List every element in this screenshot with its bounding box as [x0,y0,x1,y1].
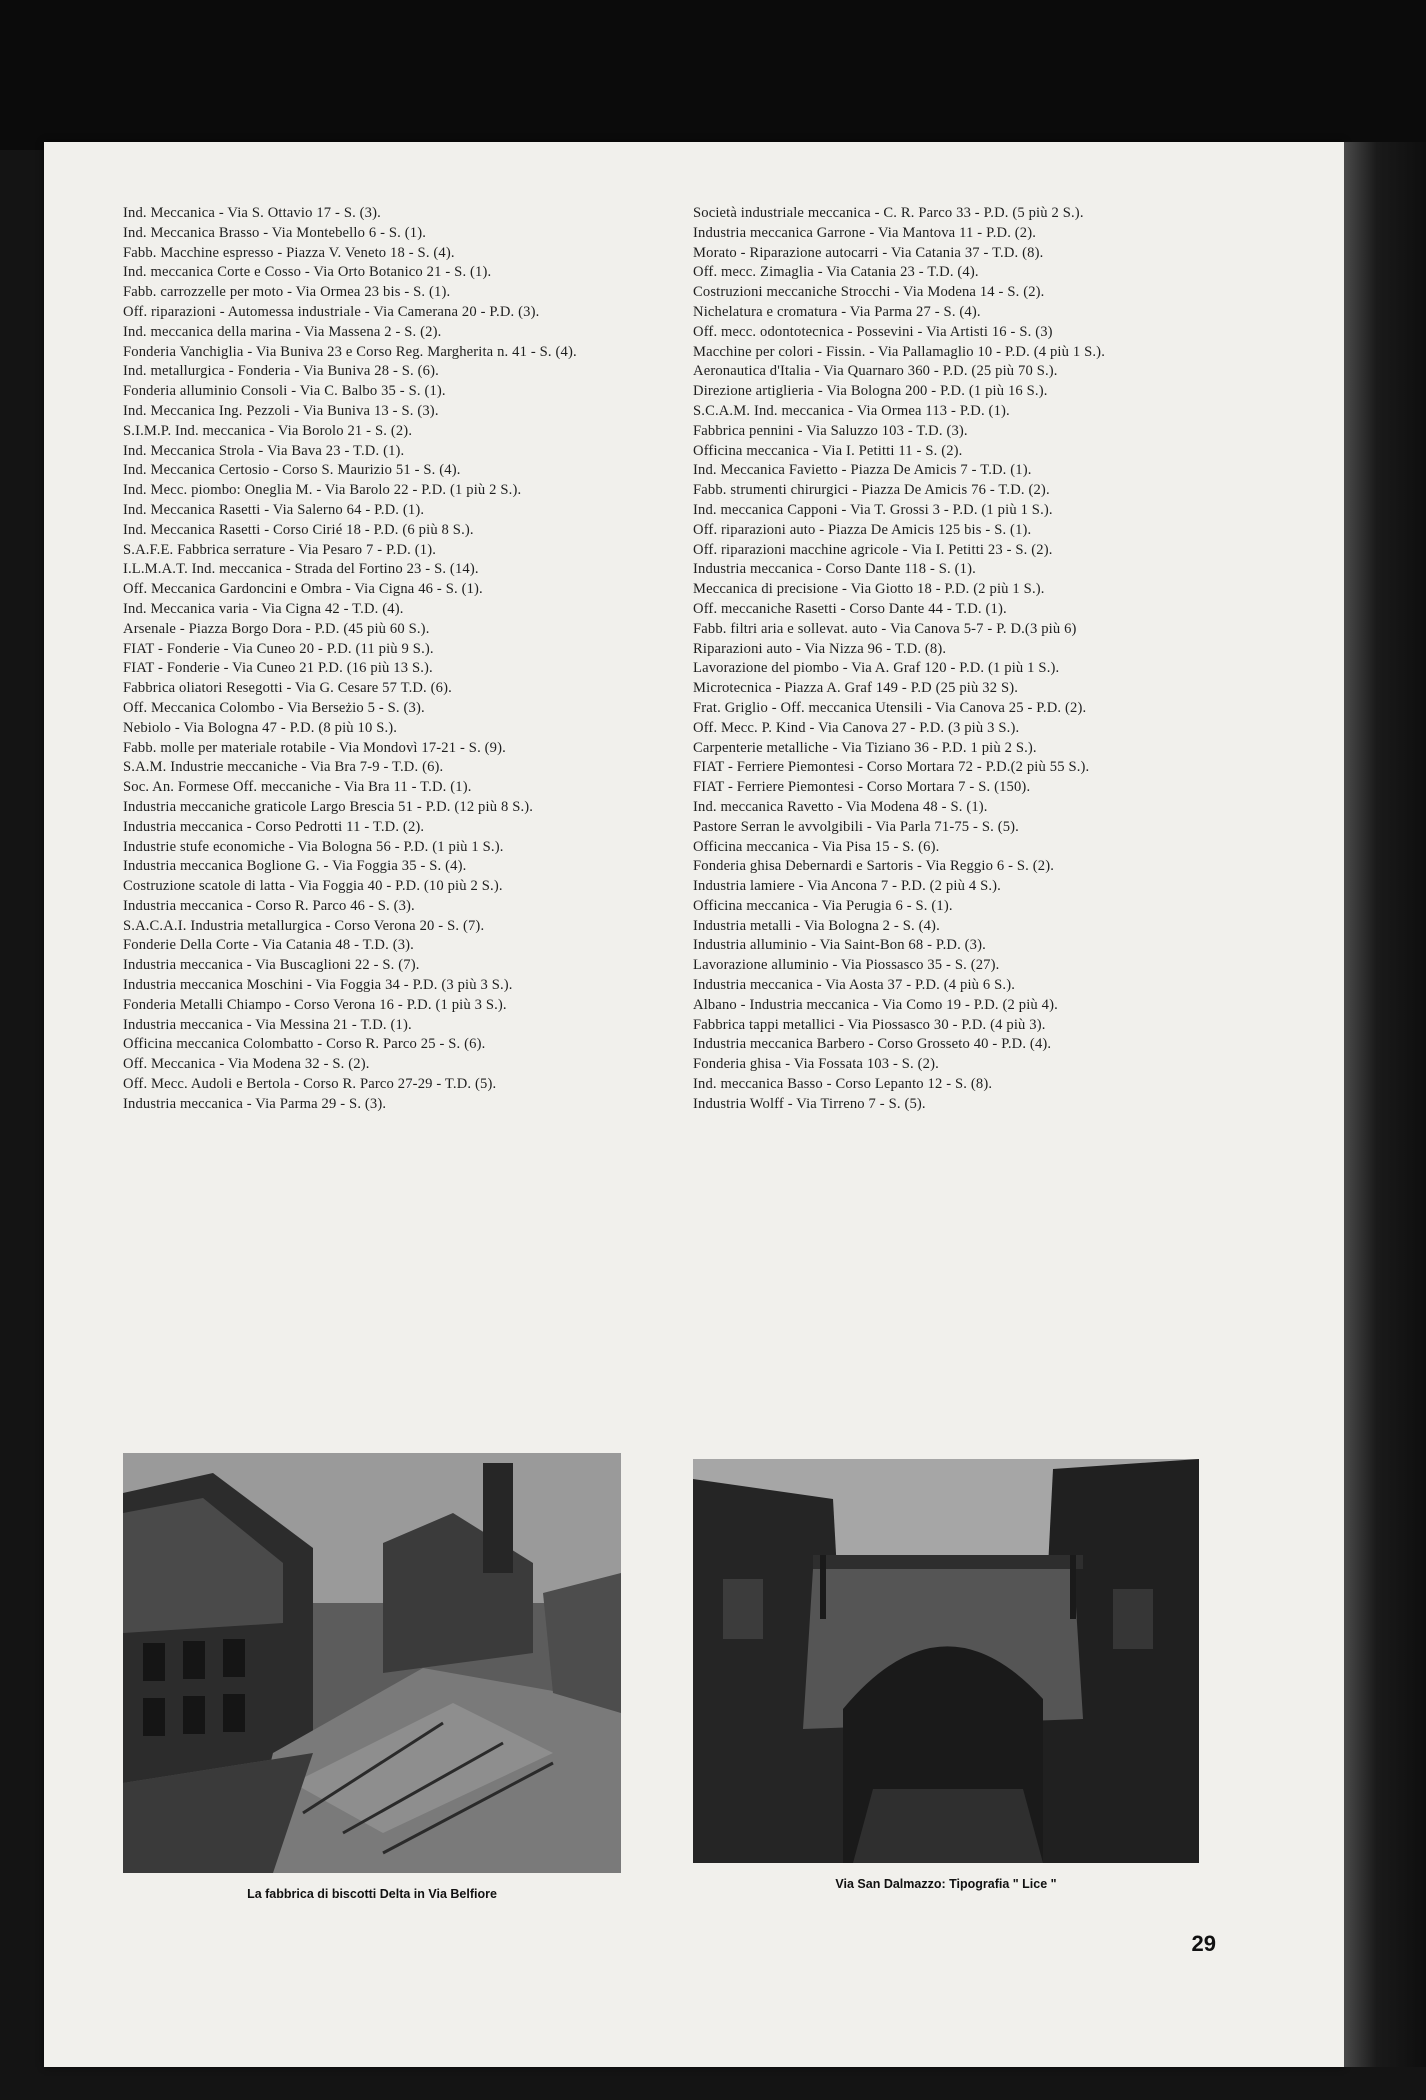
list-item: Industria meccanica - Via Messina 21 - T.D. (1). [123,1016,412,1033]
photo-caption-left: La fabbrica di biscotti Delta in Via Belfiore [247,1887,497,1901]
list-item: Società industriale meccanica - C. R. Parco 33 - P.D. (5 più 2 S.). [693,205,1084,221]
list-item: Macchine per colori - Fissin. - Via Pallamaglio 10 - P.D. (4 più 1 S.). [693,343,1105,360]
list-item: Industria lamiere - Via Ancona 7 - P.D. (2 più 4 S.). [693,878,1001,895]
list-item: Costruzioni meccaniche Strocchi - Via Modena 14 - S. (2). [693,284,1045,301]
list-item: Industria metalli - Via Bologna 2 - S. (4). [693,917,940,934]
list-item: Lavorazione del piombo - Via A. Graf 120 - P.D. (1 più 1 S.). [693,660,1060,677]
list-item: Industria meccanica - Via Buscaglioni 22 - S. (7). [123,957,420,974]
list-item: Aeronautica d'Italia - Via Quarnaro 360 - P.D. (25 più 70 S.). [693,363,1058,380]
list-item: Officina meccanica - Via I. Petitti 11 - S. (2). [693,442,963,459]
list-item: Pastore Serran le avvolgibili - Via Parla 71-75 - S. (5). [693,818,1019,835]
list-item: Off. Mecc. Audoli e Bertola - Corso R. Parco 27-29 - T.D. (5). [123,1076,497,1093]
list-item: Fonderia ghisa Debernardi e Sartoris - Via Reggio 6 - S. (2). [693,858,1055,875]
list-item: Fabb. filtri aria e sollevat. auto - Via Canova 5-7 - P. D.(3 più 6) [693,620,1077,637]
list-item: Fonderia alluminio Consoli - Via C. Balbo 35 - S. (1). [123,383,446,400]
left-column-list [123,204,625,1115]
list-item: Ind. Meccanica Certosio - Corso S. Maurizio 51 - S. (4). [123,462,461,479]
list-item: Off. Meccanica - Via Modena 32 - S. (2). [123,1056,370,1073]
list-item: Ind. Meccanica Rasetti - Corso Cirié 18 - P.D. (6 più 8 S.). [123,521,474,538]
photo-via-san-dalmazzo [693,1459,1199,1863]
list-item: S.I.M.P. Ind. meccanica - Via Borolo 21 - S. (2). [123,422,413,439]
list-item: Industria meccanica - Corso R. Parco 46 - S. (3). [123,897,415,914]
list-item: Industrie stufe economiche - Via Bologna 56 - P.D. (1 più 1 S.). [123,838,504,855]
list-item: Ind. Meccanica Strola - Via Bava 23 - T.D. (1). [123,442,405,459]
list-item: Fabb. strumenti chirurgici - Piazza De Amicis 76 - T.D. (2). [693,482,1050,499]
list-item: Meccanica di precisione - Via Giotto 18 - P.D. (2 più 1 S.). [693,581,1045,598]
list-item: Industria Wolff - Via Tirreno 7 - S. (5). [693,1095,926,1112]
list-item: Fabbrica oliatori Resegotti - Via G. Cesare 57 T.D. (6). [123,680,452,697]
list-item: Industria meccanica Garrone - Via Mantova 11 - P.D. (2). [693,224,1037,241]
list-item: Ind. meccanica Basso - Corso Lepanto 12 - S. (8). [693,1076,993,1093]
list-item: Off. mecc. Zimaglia - Via Catania 23 - T.D. (4). [693,264,979,281]
list-item: Industria meccanica Boglione G. - Via Foggia 35 - S. (4). [123,858,467,875]
list-item: Arsenale - Piazza Borgo Dora - P.D. (45 più 60 S.). [123,620,430,637]
list-item: Ind. Meccanica Rasetti - Via Salerno 64 - P.D. (1). [123,501,425,518]
list-item: Fonderie Della Corte - Via Catania 48 - T.D. (3). [123,937,414,954]
list-item: Ind. meccanica Corte e Cosso - Via Orto Botanico 21 - S. (1). [123,264,492,281]
list-item: Costruzione scatole di latta - Via Foggia 40 - P.D. (10 più 2 S.). [123,878,503,895]
list-item: Ind. meccanica della marina - Via Massena 2 - S. (2). [123,323,442,340]
list-item: Fabb. molle per materiale rotabile - Via Mondovì 17-21 - S. (9). [123,739,506,756]
list-item: Fonderia ghisa - Via Fossata 103 - S. (2). [693,1056,939,1073]
list-item: Off. riparazioni macchine agricole - Via I. Petitti 23 - S. (2). [693,541,1053,558]
list-item: Industria meccanica Moschini - Via Foggia 34 - P.D. (3 più 3 S.). [123,977,513,994]
list-item: Off. Meccanica Colombo - Via Berseżio 5 - S. (3). [123,699,425,716]
list-item: Ind. Mecc. piombo: Oneglia M. - Via Barolo 22 - P.D. (1 più 2 S.). [123,482,522,499]
list-item: Industria meccanica - Corso Pedrotti 11 - T.D. (2). [123,818,425,835]
binding-shadow [1344,142,1426,2067]
list-item: I.L.M.A.T. Ind. meccanica - Strada del Fortino 23 - S. (14). [123,561,479,578]
list-item: Ind. Meccanica Brasso - Via Montebello 6 - S. (1). [123,224,427,241]
list-item: Riparazioni auto - Via Nizza 96 - T.D. (8). [693,640,947,657]
list-item: Ind. Meccanica - Via S. Ottavio 17 - S. (3). [123,205,381,221]
list-item: Fonderia Vanchiglia - Via Buniva 23 e Corso Reg. Margherita n. 41 - S. (4). [123,343,577,360]
list-item: Ind. Meccanica varia - Via Cigna 42 - T.D. (4). [123,600,404,617]
list-item: Soc. An. Formese Off. meccaniche - Via Bra 11 - T.D. (1). [123,779,472,796]
list-item: Industria meccanica Barbero - Corso Grosseto 40 - P.D. (4). [693,1036,1052,1053]
list-item: Industria meccanica - Via Parma 29 - S. (3). [123,1095,387,1112]
list-item: Off. Mecc. P. Kind - Via Canova 27 - P.D. (3 più 3 S.). [693,719,1020,736]
list-item: Off. mecc. odontotecnica - Possevini - Via Artisti 16 - S. (3) [693,323,1053,340]
list-item: Off. riparazioni auto - Piazza De Amicis 125 bis - S. (1). [693,521,1032,538]
list-item: Industria alluminio - Via Saint-Bon 68 - P.D. (3). [693,937,986,954]
list-item: S.A.F.E. Fabbrica serrature - Via Pesaro 7 - P.D. (1). [123,541,436,558]
list-item: Officina meccanica Colombatto - Corso R. Parco 25 - S. (6). [123,1036,486,1053]
list-item: Ind. Meccanica Ing. Pezzoli - Via Buniva 13 - S. (3). [123,402,439,419]
list-item: FIAT - Fonderie - Via Cuneo 20 - P.D. (11 più 9 S.). [123,640,434,657]
list-item: Direzione artiglieria - Via Bologna 200 - P.D. (1 più 16 S.). [693,383,1048,400]
list-item: FIAT - Ferriere Piemontesi - Corso Mortara 72 - P.D.(2 più 55 S.). [693,759,1090,776]
list-item: Fabbrica tappi metallici - Via Piossasco 30 - P.D. (4 più 3). [693,1016,1046,1033]
list-item: Ind. meccanica Ravetto - Via Modena 48 - S. (1). [693,798,988,815]
list-item: Frat. Griglio - Off. meccanica Utensili - Via Canova 25 - P.D. (2). [693,699,1087,716]
page-number: 29 [1191,1931,1216,1956]
list-item: S.C.A.M. Ind. meccanica - Via Ormea 113 - P.D. (1). [693,402,1010,419]
list-item: Nichelatura e cromatura - Via Parma 27 - S. (4). [693,303,981,320]
list-item: Industria meccanica - Corso Dante 118 - S. (1). [693,561,976,578]
list-item: Off. riparazioni - Automessa industriale - Via Camerana 20 - P.D. (3). [123,303,540,320]
list-item: Industria meccanica - Via Aosta 37 - P.D. (4 più 6 S.). [693,977,1016,994]
list-item: Officina meccanica - Via Pisa 15 - S. (6). [693,838,940,855]
list-item: Fonderia Metalli Chiampo - Corso Verona 16 - P.D. (1 più 3 S.). [123,996,507,1013]
scan-top-border [0,0,1426,150]
list-item: Fabb. Macchine espresso - Piazza V. Veneto 18 - S. (4). [123,244,455,261]
right-column-list [693,204,1209,1115]
list-item: Officina meccanica - Via Perugia 6 - S. (1). [693,897,953,914]
list-item: Microtecnica - Piazza A. Graf 149 - P.D (25 più 32 S). [693,680,1019,697]
list-item: S.A.C.A.I. Industria metallurgica - Corso Verona 20 - S. (7). [123,917,485,934]
list-item: Ind. meccanica Capponi - Via T. Grossi 3 - P.D. (1 più 1 S.). [693,501,1053,518]
photo-caption-right: Via San Dalmazzo: Tipografia " Lice " [835,1877,1057,1891]
list-item: Carpenterie metalliche - Via Tiziano 36 - P.D. 1 più 2 S.). [693,739,1037,756]
list-item: Nebiolo - Via Bologna 47 - P.D. (8 più 10 S.). [123,719,398,736]
list-item: FIAT - Ferriere Piemontesi - Corso Mortara 7 - S. (150). [693,779,1031,796]
list-item: Fabbrica pennini - Via Saluzzo 103 - T.D. (3). [693,422,968,439]
photo-ruined-biscuit-factory [123,1453,621,1873]
list-item: Morato - Riparazione autocarri - Via Catania 37 - T.D. (8). [693,244,1044,261]
list-item: Lavorazione alluminio - Via Piossasco 35 - S. (27). [693,957,1000,974]
list-item: FIAT - Fonderie - Via Cuneo 21 P.D. (16 più 13 S.). [123,660,433,677]
list-item: Off. Meccanica Gardoncini e Ombra - Via Cigna 46 - S. (1). [123,581,483,598]
list-item: Fabb. carrozzelle per moto - Via Ormea 23 bis - S. (1). [123,284,451,301]
list-item: Ind. Meccanica Favietto - Piazza De Amicis 7 - T.D. (1). [693,462,1032,479]
list-item: Off. meccaniche Rasetti - Corso Dante 44 - T.D. (1). [693,600,1007,617]
list-item: Industria meccaniche graticole Largo Brescia 51 - P.D. (12 più 8 S.). [123,798,534,815]
list-item: S.A.M. Industrie meccaniche - Via Bra 7-9 - T.D. (6). [123,759,444,776]
list-item: Ind. metallurgica - Fonderia - Via Buniva 28 - S. (6). [123,363,439,380]
list-item: Albano - Industria meccanica - Via Como 19 - P.D. (2 più 4). [693,996,1058,1013]
